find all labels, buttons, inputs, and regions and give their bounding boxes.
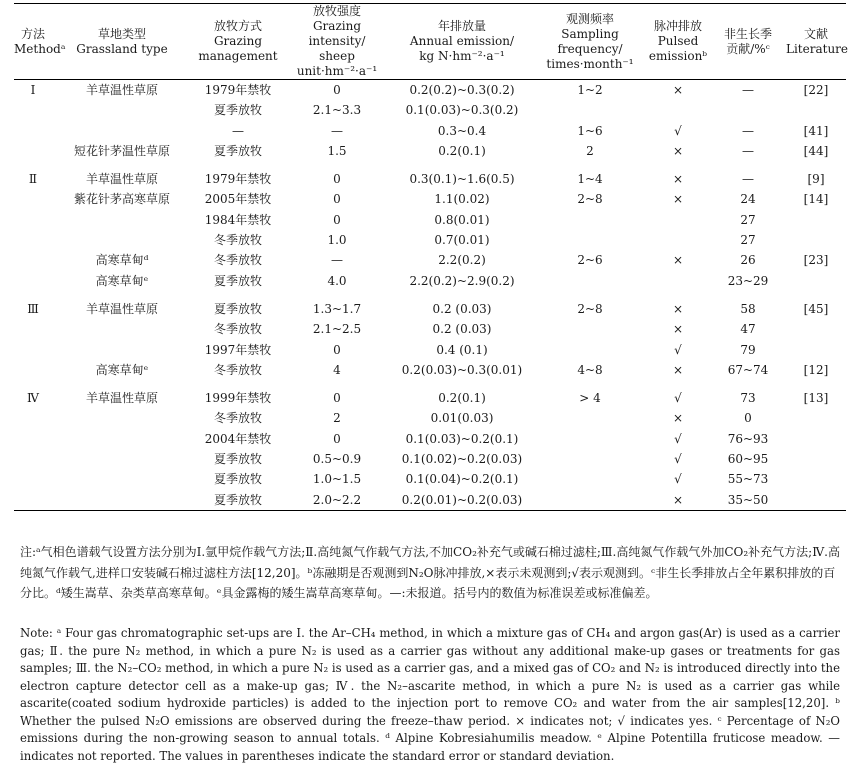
table-cell: 0 bbox=[333, 431, 341, 446]
header-line: 非生长季 bbox=[723, 26, 772, 41]
table-row bbox=[14, 210, 846, 230]
table-cell: √ bbox=[674, 123, 682, 138]
header-line: emissionᵇ bbox=[648, 49, 708, 63]
group-spacer bbox=[14, 380, 846, 388]
table-cell: 1984年禁牧 bbox=[204, 212, 272, 227]
header-line: Grazing intensity/ bbox=[308, 19, 366, 48]
table-cell bbox=[14, 210, 52, 230]
table-cell: × bbox=[672, 362, 684, 377]
table-row bbox=[14, 429, 846, 449]
header-cell-c2 bbox=[52, 4, 192, 80]
table-cell: Ⅲ bbox=[27, 301, 39, 316]
table-cell: 1.3~1.7 bbox=[312, 301, 362, 316]
table-cell: √ bbox=[674, 472, 682, 487]
table-row bbox=[14, 469, 846, 489]
table-cell: × bbox=[672, 83, 684, 97]
header-line: 方法 bbox=[20, 26, 45, 41]
table-cell: 67~74 bbox=[727, 362, 769, 377]
table-row bbox=[14, 449, 846, 469]
table-cell bbox=[14, 121, 52, 141]
header-line: Literature bbox=[786, 41, 849, 56]
table-cell: 2~6 bbox=[577, 253, 603, 268]
table-cell bbox=[14, 340, 52, 360]
table-cell: 1~6 bbox=[577, 123, 603, 138]
header-cell-c5 bbox=[390, 4, 534, 80]
table-cell: 0.01(0.03) bbox=[430, 411, 494, 426]
table-cell: 0 bbox=[333, 212, 341, 227]
table-cell: 0.4 (0.1) bbox=[436, 342, 488, 357]
table-cell: Ⅰ bbox=[30, 83, 36, 97]
table-cell bbox=[534, 319, 646, 339]
table-cell bbox=[52, 449, 192, 469]
table-cell: 羊草温性草原 bbox=[85, 301, 158, 316]
header-line: Pulsed bbox=[657, 34, 699, 48]
header-line: Sampling frequency/ bbox=[557, 26, 623, 56]
header-line: 观测频率 bbox=[565, 11, 614, 26]
table-cell: 高寒草甸ᵉ bbox=[95, 273, 149, 288]
header-cell-c6 bbox=[534, 4, 646, 80]
header-line: sheep unit·hm⁻²·a⁻¹ bbox=[296, 49, 378, 78]
table-cell bbox=[52, 408, 192, 428]
table-row bbox=[14, 250, 846, 270]
table-cell: — bbox=[742, 172, 754, 187]
header-line: 放牧方式 bbox=[213, 19, 262, 33]
table-cell: 冬季放牧 bbox=[213, 253, 262, 268]
table-cell: 1.0 bbox=[327, 233, 347, 248]
table-cell: 1.1(0.02) bbox=[434, 192, 490, 207]
table-cell bbox=[534, 408, 646, 428]
header-cell-c7 bbox=[646, 4, 710, 80]
table-cell: 2~8 bbox=[577, 301, 603, 316]
header-cell-c3 bbox=[192, 4, 284, 80]
table-cell: — bbox=[742, 123, 754, 138]
header-line: management bbox=[198, 49, 278, 63]
table-cell: — bbox=[232, 123, 244, 138]
table-cell: 24 bbox=[740, 192, 756, 207]
table-cell bbox=[646, 230, 710, 250]
table-cell: 0 bbox=[333, 83, 341, 97]
table-cell bbox=[646, 271, 710, 291]
table-row bbox=[14, 271, 846, 291]
header-line: kg N·hm⁻²·a⁻¹ bbox=[419, 49, 505, 63]
table-cell: × bbox=[672, 411, 684, 426]
table-cell: 1~4 bbox=[577, 172, 603, 187]
table-cell: 冬季放牧 bbox=[213, 411, 262, 426]
table-cell: [22] bbox=[803, 83, 829, 97]
table-cell: 短花针茅温性草原 bbox=[73, 143, 170, 158]
table-cell: 0.3~0.4 bbox=[437, 123, 487, 138]
table-cell: 27 bbox=[740, 212, 756, 227]
table-cell: [45] bbox=[803, 301, 829, 316]
header-line: Methodᵃ bbox=[14, 41, 66, 56]
table-row bbox=[14, 141, 846, 161]
table-cell: 0.5~0.9 bbox=[312, 452, 362, 467]
table-cell: 羊草温性草原 bbox=[85, 83, 158, 97]
table-cell bbox=[534, 100, 646, 120]
table-cell: — bbox=[331, 123, 343, 138]
table-cell bbox=[534, 230, 646, 250]
table-cell bbox=[786, 490, 846, 511]
table-cell: 0 bbox=[333, 172, 341, 187]
table-cell bbox=[52, 100, 192, 120]
header-cell-c4 bbox=[284, 4, 390, 80]
table-cell: [9] bbox=[807, 172, 825, 187]
table-cell: 0.1(0.02)~0.2(0.03) bbox=[401, 452, 523, 467]
table-cell bbox=[14, 230, 52, 250]
table-cell: 紫花针茅高寒草原 bbox=[73, 192, 170, 207]
table-row bbox=[14, 100, 846, 120]
table-cell: [13] bbox=[803, 391, 829, 406]
table-row bbox=[14, 490, 846, 511]
table-cell: 冬季放牧 bbox=[213, 322, 262, 337]
table-cell: 0.1(0.03)~0.3(0.2) bbox=[405, 103, 519, 118]
table-cell: [12] bbox=[803, 362, 829, 377]
table-cell: 0.7(0.01) bbox=[434, 233, 490, 248]
table-cell: [41] bbox=[803, 123, 829, 138]
table-cell: × bbox=[672, 172, 684, 187]
table-cell bbox=[786, 271, 846, 291]
table-cell: 79 bbox=[740, 342, 756, 357]
table-cell: 0.3(0.1)~1.6(0.5) bbox=[409, 172, 515, 187]
header-cell-c1 bbox=[14, 4, 66, 80]
table-cell: Ⅳ bbox=[27, 391, 39, 406]
table-cell: 1.5 bbox=[327, 143, 347, 158]
table-cell: > 4 bbox=[579, 391, 601, 406]
table-cell: 47 bbox=[740, 322, 756, 337]
header-line: 年排放量 bbox=[437, 19, 486, 33]
table-cell: 0.1(0.03)~0.2(0.1) bbox=[405, 431, 519, 446]
table-cell: 1979年禁牧 bbox=[204, 172, 272, 187]
header-line: times·month⁻¹ bbox=[546, 56, 634, 71]
table-row bbox=[14, 360, 846, 380]
table-cell: 35~50 bbox=[710, 490, 786, 511]
table-cell: √ bbox=[674, 391, 682, 406]
table-row bbox=[14, 340, 846, 360]
table-cell bbox=[14, 271, 52, 291]
table-cell: 1~2 bbox=[577, 83, 603, 97]
table-cell bbox=[52, 429, 192, 449]
header-cell-c9 bbox=[786, 4, 849, 80]
table-cell: 0.1(0.04)~0.2(0.1) bbox=[405, 472, 519, 487]
table-cell: 2 bbox=[586, 143, 594, 158]
table-cell bbox=[14, 429, 52, 449]
table-cell bbox=[534, 469, 646, 489]
table-cell: × bbox=[672, 143, 684, 158]
table-cell: — bbox=[742, 143, 754, 158]
table-cell bbox=[14, 490, 52, 511]
table-cell: 2.2(0.2) bbox=[438, 253, 486, 268]
table-header-row bbox=[14, 4, 846, 80]
table-row bbox=[14, 80, 846, 101]
table-cell: 1999年禁牧 bbox=[204, 391, 272, 406]
table-cell: 1.0~1.5 bbox=[312, 472, 362, 487]
table-cell bbox=[14, 250, 52, 270]
table-cell: 0.8(0.01) bbox=[434, 212, 490, 227]
table-cell: 0.2 (0.03) bbox=[432, 322, 492, 337]
group-spacer bbox=[14, 161, 846, 169]
table-cell: √ bbox=[674, 431, 682, 446]
table-cell: × bbox=[672, 253, 684, 268]
table-cell: 夏季放牧 bbox=[213, 452, 262, 467]
header-line: Grassland type bbox=[76, 41, 168, 56]
table-row bbox=[14, 299, 846, 319]
table-cell bbox=[646, 210, 710, 230]
table-cell: × bbox=[672, 322, 684, 337]
table-cell: 73 bbox=[740, 391, 756, 406]
table-cell: × bbox=[646, 490, 710, 511]
table-cell bbox=[786, 408, 846, 428]
table-cell bbox=[786, 340, 846, 360]
table-cell bbox=[786, 210, 846, 230]
table-cell: 0.2(0.1) bbox=[438, 143, 486, 158]
table-cell bbox=[52, 469, 192, 489]
table-cell: 夏季放牧 bbox=[192, 490, 284, 511]
table-cell bbox=[786, 429, 846, 449]
table-cell: 0.2(0.01)~0.2(0.03) bbox=[390, 490, 534, 511]
table-cell: [23] bbox=[803, 253, 829, 268]
table-cell: 夏季放牧 bbox=[213, 472, 262, 487]
table-cell: 4~8 bbox=[577, 362, 603, 377]
table-cell: 0.2(0.1) bbox=[438, 391, 486, 406]
table-cell bbox=[52, 490, 192, 511]
table-row bbox=[14, 230, 846, 250]
table-row bbox=[14, 121, 846, 141]
table-cell bbox=[52, 230, 192, 250]
table-cell bbox=[786, 230, 846, 250]
table-cell bbox=[14, 449, 52, 469]
table-cell: 76~93 bbox=[727, 431, 769, 446]
table-cell bbox=[786, 100, 846, 120]
table-cell: 2.0~2.2 bbox=[284, 490, 390, 511]
table-cell: 4.0 bbox=[327, 273, 347, 288]
table-cell: 2005年禁牧 bbox=[204, 192, 272, 207]
table-cell bbox=[786, 319, 846, 339]
table-cell: 4 bbox=[333, 362, 341, 377]
table-cell bbox=[710, 100, 786, 120]
table-cell bbox=[52, 121, 192, 141]
table-cell bbox=[14, 141, 52, 161]
table-cell bbox=[52, 340, 192, 360]
table-cell: 27 bbox=[740, 233, 756, 248]
table-cell bbox=[14, 319, 52, 339]
table-cell bbox=[52, 210, 192, 230]
table-cell: 58 bbox=[740, 301, 756, 316]
table-cell: [44] bbox=[803, 143, 829, 158]
table-cell: 2.1~2.5 bbox=[312, 322, 362, 337]
data-table bbox=[14, 3, 849, 511]
table-cell bbox=[14, 100, 52, 120]
table-cell: 羊草温性草原 bbox=[85, 391, 158, 406]
table-cell: 0 bbox=[333, 192, 341, 207]
table-cell: 0.2(0.2)~0.3(0.2) bbox=[409, 83, 515, 97]
table-row bbox=[14, 189, 846, 209]
table-cell: [14] bbox=[803, 192, 829, 207]
table-cell: 1979年禁牧 bbox=[204, 83, 272, 97]
header-line: 贡献/%ᶜ bbox=[726, 41, 770, 56]
table-body bbox=[14, 80, 846, 511]
header-line: Grazing bbox=[213, 34, 263, 48]
header-line: 草地类型 bbox=[97, 26, 146, 41]
table-cell: 60~95 bbox=[727, 452, 769, 467]
table-cell: 夏季放牧 bbox=[213, 301, 262, 316]
table-cell: 0.2(0.03)~0.3(0.01) bbox=[401, 362, 523, 377]
table-cell: 2004年禁牧 bbox=[204, 431, 272, 446]
header-line: Annual emission/ bbox=[409, 34, 515, 48]
table-cell: 夏季放牧 bbox=[213, 143, 262, 158]
table-cell bbox=[14, 469, 52, 489]
table-cell: 23~29 bbox=[727, 273, 769, 288]
header-line: 文献 bbox=[803, 26, 828, 41]
table-cell bbox=[786, 449, 846, 469]
table-cell bbox=[534, 210, 646, 230]
table-cell: 冬季放牧 bbox=[213, 233, 262, 248]
table-cell: 0 bbox=[333, 342, 341, 357]
header-line: 脉冲排放 bbox=[653, 19, 702, 33]
table-cell: 冬季放牧 bbox=[213, 362, 262, 377]
table-cell bbox=[534, 490, 646, 511]
table-cell: × bbox=[672, 301, 684, 316]
header-cell-c8 bbox=[710, 4, 786, 80]
table-cell: 夏季放牧 bbox=[213, 103, 262, 118]
table-cell bbox=[786, 469, 846, 489]
table-row bbox=[14, 388, 846, 408]
table-row bbox=[14, 408, 846, 428]
table-cell bbox=[52, 319, 192, 339]
table-cell: √ bbox=[674, 452, 682, 467]
table-cell bbox=[14, 189, 52, 209]
table-cell bbox=[646, 100, 710, 120]
table-cell: 2.2(0.2)~2.9(0.2) bbox=[409, 273, 515, 288]
table-cell bbox=[534, 340, 646, 360]
table-cell: 2.1~3.3 bbox=[312, 103, 362, 118]
english-footnote: Note: ᵃ Four gas chromatographic set-ups are Ⅰ. the Ar–CH₄ method, in which a mixture gas of CH₄ and argon gas(Ar) is used as a carrier gas; Ⅱ. the pure N₂ method, in which a pure N₂ is used as a carrier gas without any additional make-up gases or treatments for gas samples; Ⅲ. the N₂–CO₂ method, in which a pure N₂ is used as a carrier gas, and a mixed gas of CO₂ and N₂ is introduced directly into the electron capture detector cell as a make-up gas; Ⅳ. the N₂–ascarite method, in which a pure N₂ is used as a carrier gas while ascarite(coated sodium hydroxide particles) is added to the injection port to remove CO₂ and water from the air samples[12,20]. ᵇ Whether the pulsed N₂O emissions are observed during the freeze–thaw period. × indicates not; √ indicates yes. ᶜ Percentage of N₂O emissions during the non-growing season to annual totals. ᵈ Alpine Kobresiahumilis meadow. ᵉ Alpine Potentilla fruticose meadow. — indicates not reported. The values in parentheses indicate the standard error or standard deviation. bbox=[20, 626, 840, 763]
table-cell: 夏季放牧 bbox=[213, 273, 262, 288]
table-cell bbox=[534, 429, 646, 449]
table-cell: 26 bbox=[740, 253, 756, 268]
table-cell: 2 bbox=[333, 411, 341, 426]
table-cell: 55~73 bbox=[727, 472, 769, 487]
table-cell bbox=[14, 408, 52, 428]
chinese-footnote: 注:ᵃ气相色谱载气设置方法分别为Ⅰ.氩甲烷作载气方法;Ⅱ.高纯氮气作载气方法,不加CO₂补充气或碱石棉过滤柱;Ⅲ.高纯氮气作载气外加CO₂补充气方法;Ⅳ.高纯氮气作载气,进样口安装碱石棉过滤柱方法[12,20]。ᵇ冻融期是否观测到N₂O脉冲排放,×表示未观测到;√表示观测到。ᶜ非生长季排放占全年累积排放的百分比。ᵈ矮生嵩草、杂类草高寒草甸。ᵉ具金露梅的矮生嵩草高寒草甸。—:未报道。括号内的数值为标准误差或标准偏差。 bbox=[20, 545, 840, 600]
table-cell: — bbox=[742, 83, 754, 97]
table-row bbox=[14, 169, 846, 189]
table-cell: 高寒草甸ᵉ bbox=[95, 362, 149, 377]
table-cell: 0.2 (0.03) bbox=[432, 301, 492, 316]
table-cell: × bbox=[672, 192, 684, 207]
header-line: 放牧强度 bbox=[312, 4, 361, 18]
table-cell: — bbox=[331, 253, 343, 268]
table-cell: 高寒草甸ᵈ bbox=[95, 253, 149, 268]
table-cell bbox=[534, 449, 646, 469]
table-cell: 1997年禁牧 bbox=[204, 342, 272, 357]
table-cell bbox=[534, 271, 646, 291]
group-spacer bbox=[14, 291, 846, 299]
table-cell: 0 bbox=[333, 391, 341, 406]
table-cell: Ⅱ bbox=[28, 172, 38, 187]
table-row bbox=[14, 319, 846, 339]
table-cell: 羊草温性草原 bbox=[85, 172, 158, 187]
table-cell bbox=[14, 360, 52, 380]
table-cell: √ bbox=[674, 342, 682, 357]
table-cell: 0 bbox=[744, 411, 752, 426]
table-cell: 2~8 bbox=[577, 192, 603, 207]
